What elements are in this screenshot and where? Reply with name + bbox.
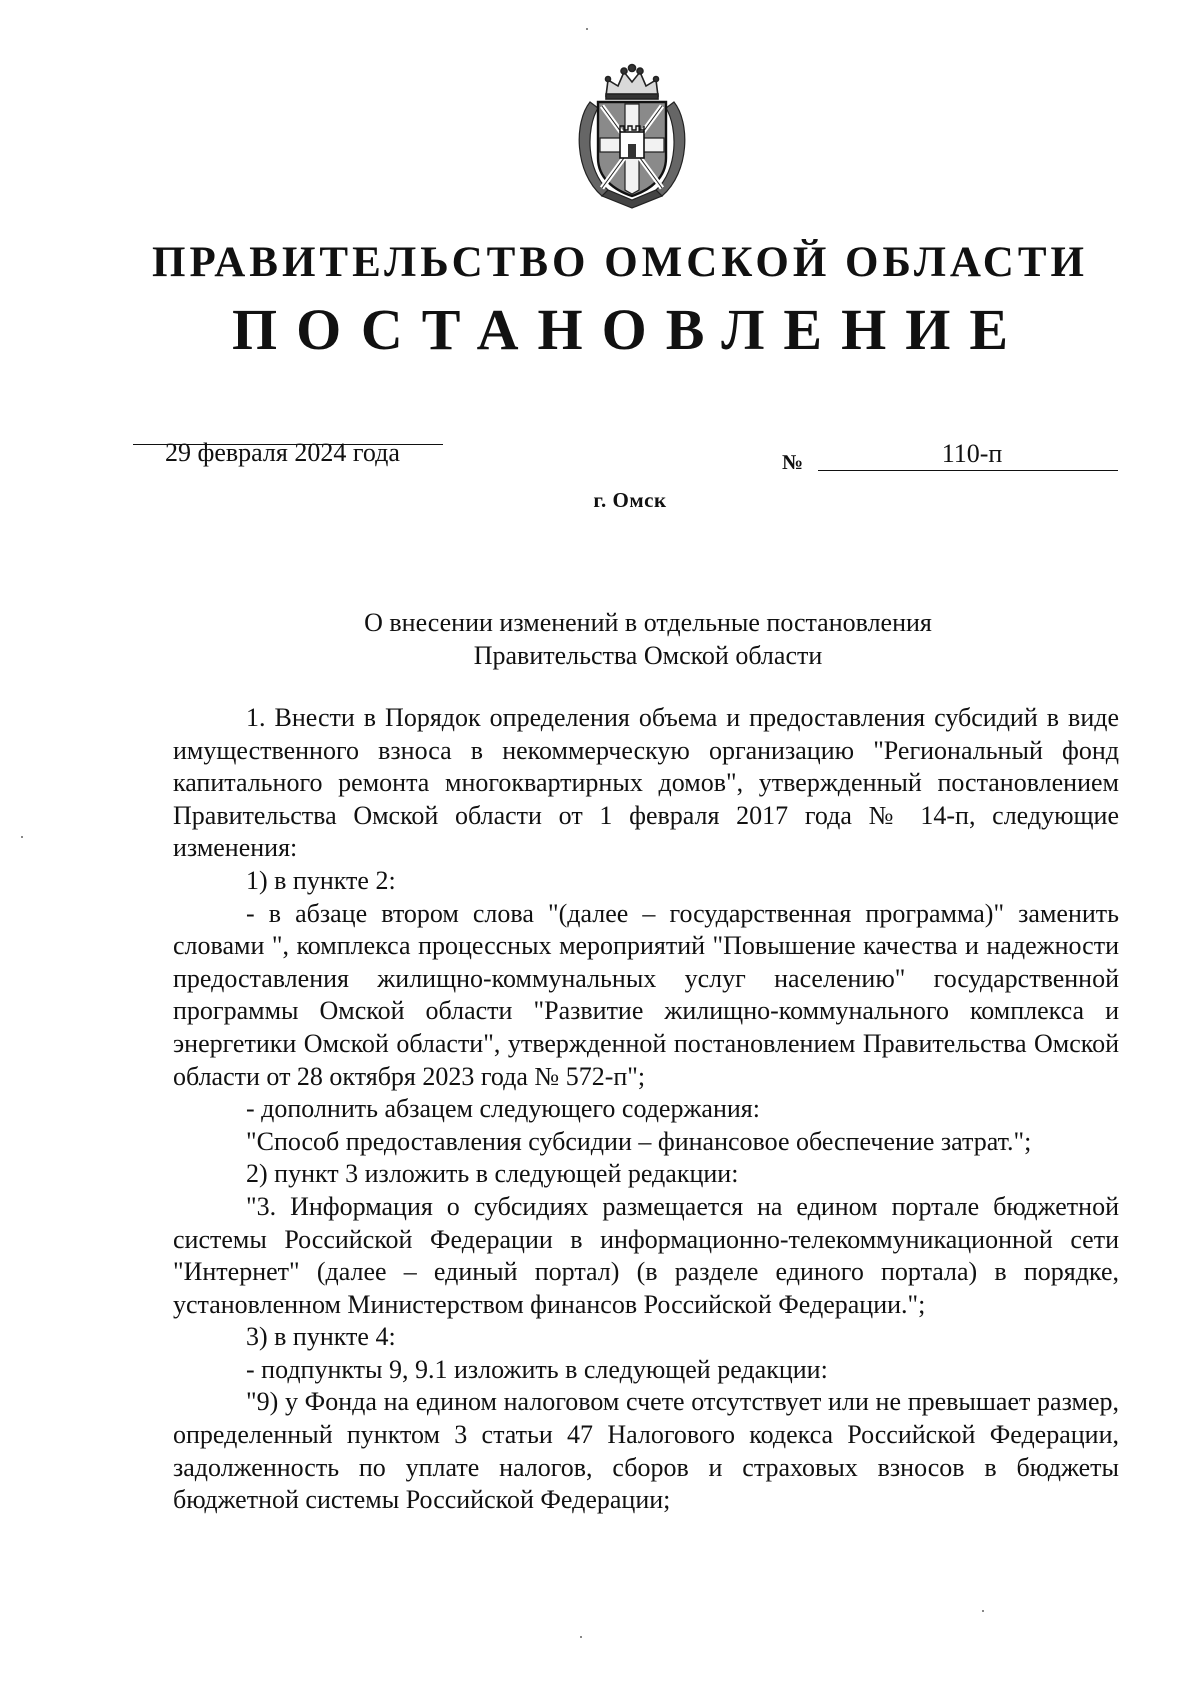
document-body xyxy=(173,702,1119,1517)
coat-of-arms-icon xyxy=(568,62,696,210)
body-paragraph: - дополнить абзацем следующего содержания: xyxy=(246,1094,760,1124)
document-number: 110-п xyxy=(941,439,1003,468)
title-line-1: О внесении изменений в отдельные постановления xyxy=(364,608,932,637)
body-paragraph: "3. Информация о субсидиях размещается на едином портале бюджетной системы Российской Федерации в информационно-телекоммуникационной сети "Интернет" (далее – единый портал) (в разделе единого портала) в порядке, установленном Министерством финансов Российской Федерации."; xyxy=(173,1191,1119,1319)
body-paragraph: - подпункты 9, 9.1 изложить в следующей редакции: xyxy=(246,1354,828,1384)
document-date: 29 февраля 2024 года xyxy=(165,438,400,467)
body-paragraph: 1) в пункте 2: xyxy=(246,865,396,895)
government-name: ПРАВИТЕЛЬСТВО ОМСКОЙ ОБЛАСТИ xyxy=(152,239,1088,286)
body-paragraph: 2) пункт 3 изложить в следующей редакции: xyxy=(246,1159,739,1189)
body-paragraph: 3) в пункте 4: xyxy=(246,1322,396,1352)
body-paragraph: "9) у Фонда на едином налоговом счете отсутствует или не превышает размер, определенный пунктом 3 статьи 47 Налогового кодекса Российской Федерации, задолженность по уплате налогов, сборов и страховых взносов в бюджеты бюджетной системы Российской Федерации; xyxy=(173,1387,1119,1515)
number-underline xyxy=(818,470,1118,471)
scan-speck xyxy=(586,28,588,30)
body-paragraph: - в абзаце втором слова "(далее – государственная программа)" заменить словами ", комплекса процессных мероприятий "Повышение качества и надежности предоставления жилищно-коммунальных услуг населению" государственной программы Омской области "Развитие жилищно-коммунального комплекса и энергетики Омской области", утвержденной постановлением Правительства Омской области от 28 октября 2023 года № 572-п"; xyxy=(173,898,1119,1091)
scan-speck xyxy=(580,1636,582,1638)
body-paragraph: 1. Внести в Порядок определения объема и предоставления субсидий в виде имущественного взноса в некоммерческую организацию "Региональный фонд капитального ремонта многоквартирных домов", утвержденный постановлением Правительства Омской области от 1 февраля 2017 года № 14-п, следующие изменения: xyxy=(173,703,1119,863)
body-paragraph: "Способ предоставления субсидии – финансовое обеспечение затрат."; xyxy=(246,1126,1032,1156)
document-type: ПОСТАНОВЛЕНИЕ xyxy=(231,297,1028,362)
title-line-2: Правительства Омской области xyxy=(473,641,823,670)
document-title xyxy=(173,606,1123,672)
city: г. Омск xyxy=(593,488,667,512)
scan-speck xyxy=(982,1610,984,1612)
number-sign: № xyxy=(782,450,804,474)
scan-speck xyxy=(21,836,23,838)
